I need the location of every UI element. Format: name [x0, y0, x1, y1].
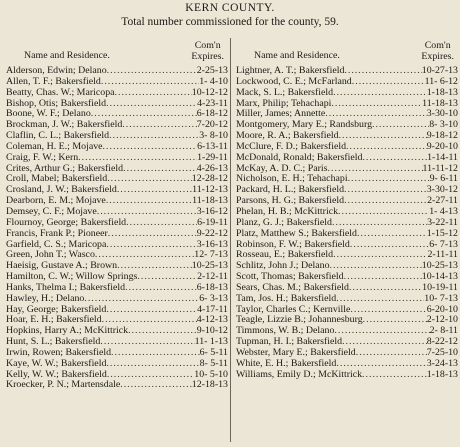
dot-leader — [103, 142, 198, 153]
entry-expiry: 4-17-11 — [197, 304, 228, 315]
list-item — [236, 142, 458, 153]
dot-leader — [325, 109, 426, 120]
entry-name: Nicholson, E. H.; Tehachapi — [236, 174, 348, 185]
entry-name: Marx, Philip; Tehachapi — [236, 98, 332, 109]
dot-leader — [117, 261, 192, 272]
entry-name: Robinson, F. W.; Bakersfield — [236, 239, 350, 250]
list-item — [236, 66, 458, 77]
left-column — [6, 41, 228, 391]
entry-name: Hopkins, Harry A.; McKittrick — [6, 326, 129, 337]
dot-leader — [107, 66, 197, 77]
entry-expiry: 9-10-12 — [196, 326, 228, 337]
dot-leader — [348, 174, 430, 185]
entry-expiry: 10-14-13 — [421, 272, 458, 283]
list-item — [236, 207, 458, 218]
entry-name: Coleman, H. E.; Mojave — [6, 141, 103, 152]
entry-expiry: 6-13-11 — [197, 141, 228, 152]
dot-leader — [372, 120, 429, 131]
list-item — [6, 207, 228, 218]
entry-name: Flournoy, George; Bakersfield — [6, 217, 127, 228]
dot-leader — [97, 207, 197, 218]
entry-name: Parsons, H. G.; Bakersfield — [236, 196, 345, 207]
entry-name: McDonald, Ronald; Bakersfield — [236, 152, 363, 163]
list-item — [6, 348, 228, 359]
entry-expiry: 11-18-13 — [192, 196, 228, 207]
list-item — [6, 272, 228, 283]
entry-name: Francis, Frank P.; Pioneer — [6, 228, 108, 239]
entry-name: Kaye, W. W.; Bakersfield — [6, 358, 107, 369]
entry-name: Timmons, W. B.; Delano — [236, 326, 335, 337]
entry-expiry: 4-12-13 — [196, 315, 228, 326]
name-header: Name and Residence. — [24, 50, 110, 61]
entry-expiry: 6- 7-13 — [429, 239, 458, 250]
list-item — [6, 99, 228, 110]
dot-leader — [352, 77, 425, 88]
entry-name: Montgomery, Mary E.; Randsburg — [236, 120, 373, 131]
entry-expiry: 3-22-11 — [427, 217, 458, 228]
dot-leader — [346, 142, 427, 153]
list-item — [236, 326, 458, 337]
dot-leader — [328, 164, 423, 175]
list-item — [236, 261, 458, 272]
entry-name: Brockman, J. W.; Bakersfield — [6, 120, 123, 131]
entry-expiry: 6-18-12 — [196, 109, 228, 120]
entry-expiry: 2-11-11 — [427, 250, 458, 261]
expires-label: Expires. — [421, 50, 454, 62]
dot-leader — [111, 348, 200, 359]
list-item — [6, 240, 228, 251]
entry-name: Dearborn, E. M.; Mojave — [6, 196, 106, 207]
entry-expiry: 10-12-12 — [191, 87, 228, 98]
dot-leader — [334, 326, 429, 337]
list-item — [6, 164, 228, 175]
entry-name: Kroecker, P. N.; Martensdale — [6, 380, 121, 391]
entry-expiry: 10-27-13 — [421, 66, 458, 76]
dot-leader — [356, 348, 427, 359]
entry-expiry: 3-30-10 — [426, 109, 458, 120]
entry-expiry: 8- 5-11 — [199, 358, 228, 369]
entry-name: Crites, Arthur G.; Bakersfield — [6, 163, 124, 174]
entry-name: Planz, G. J.; Bakersfield — [236, 217, 332, 228]
dot-leader — [84, 294, 199, 305]
entry-name: Packard, H. L.; Bakersfield — [236, 185, 345, 196]
entry-expiry: 8-22-12 — [426, 337, 458, 348]
entry-expiry: 6- 3-13 — [199, 293, 228, 304]
dot-leader — [126, 218, 197, 229]
entry-name: Hamilton, C. W.; Willow Springs — [6, 272, 138, 283]
entry-name: Tam, Jos. H.; Bakersfield — [236, 293, 337, 304]
entry-expiry: 11- 6-12 — [424, 76, 458, 87]
list-item — [236, 359, 458, 370]
list-item — [6, 142, 228, 153]
dot-leader — [349, 283, 422, 294]
list-item — [6, 250, 228, 261]
list-item — [236, 337, 458, 348]
entry-expiry: 11-12-13 — [192, 185, 228, 196]
dot-leader — [120, 380, 192, 391]
dot-leader — [336, 359, 426, 370]
entry-expiry: 3-16-12 — [196, 206, 228, 217]
com-label: Com'n — [194, 40, 221, 51]
entry-name: Green, John T.; Wasco — [6, 250, 95, 261]
dot-leader — [128, 326, 197, 337]
entry-expiry: 7-20-12 — [196, 120, 228, 131]
entry-name: Moore, R. A.; Bakersfield — [236, 131, 339, 142]
list-item — [6, 283, 228, 294]
dot-leader — [106, 359, 199, 370]
entry-expiry: 6- 5-11 — [199, 347, 228, 358]
dot-leader — [344, 66, 421, 77]
dot-leader — [333, 88, 427, 99]
list-item — [6, 294, 228, 305]
entry-name: Craig, F. W.; Kern — [6, 152, 79, 163]
entry-expiry: 1-29-11 — [197, 152, 228, 163]
entry-name: Allen, T. F.; Bakersfield — [6, 76, 101, 87]
expires-label: Expires. — [191, 50, 224, 62]
list-item — [6, 153, 228, 164]
entry-expiry: 11-18-13 — [422, 98, 458, 109]
entry-name: Sears, Chas. M.; Bakersfield — [236, 282, 349, 293]
entry-name: Kelly, W. W.; Bakersfield — [6, 369, 107, 380]
dot-leader — [339, 131, 427, 142]
dot-leader — [344, 185, 427, 196]
list-item — [236, 153, 458, 164]
entry-expiry: 6-18-13 — [196, 282, 228, 293]
dot-leader — [357, 229, 427, 240]
entry-expiry: 10-19-11 — [422, 282, 458, 293]
name-header: Name and Residence. — [254, 50, 340, 61]
page-title: KERN COUNTY. — [185, 2, 275, 14]
dot-leader — [108, 229, 197, 240]
list-item — [6, 66, 228, 77]
dot-leader — [350, 305, 426, 316]
dot-leader — [336, 294, 424, 305]
entry-name: Bishop, Otis; Bakersfield — [6, 98, 107, 109]
right-column-header — [236, 41, 458, 66]
entry-expiry: 6-20-10 — [426, 304, 458, 315]
entry-name: Hoar, E. H.; Bakersfield — [6, 315, 102, 326]
entry-expiry: 1- 4-10 — [199, 76, 228, 87]
entry-expiry: 1-15-12 — [426, 228, 458, 239]
list-item — [236, 283, 458, 294]
right-entry-list — [236, 66, 458, 380]
entry-expiry: 9-18-12 — [426, 131, 458, 142]
entry-name: Hay, George; Bakersfield — [6, 304, 107, 315]
list-item — [236, 240, 458, 251]
dot-leader — [78, 153, 197, 164]
dot-leader — [342, 337, 427, 348]
dot-leader — [122, 120, 196, 131]
entry-name: Mack, S. L.; Bakersfield — [236, 87, 334, 98]
dot-leader — [95, 250, 194, 261]
dot-leader — [344, 196, 427, 207]
entry-name: Claflin, C. L.; Bakersfield — [6, 131, 110, 142]
entry-expiry: 4-26-13 — [196, 163, 228, 174]
dot-leader — [107, 370, 194, 381]
list-item — [236, 315, 458, 326]
dot-leader — [107, 174, 192, 185]
list-item — [6, 120, 228, 131]
entry-name: Webster, Mary E.; Bakersfield — [236, 347, 356, 358]
list-item — [236, 348, 458, 359]
entry-name: Lockwood, C. E.; McFarland — [236, 76, 352, 87]
entry-name: Hanks, Thelma I.; Bakersfield — [6, 282, 126, 293]
list-item — [6, 218, 228, 229]
list-item — [236, 99, 458, 110]
entry-expiry: 8- 3-10 — [429, 120, 458, 131]
entry-expiry: 3- 8-10 — [199, 131, 228, 142]
list-item — [236, 250, 458, 261]
list-item — [6, 88, 228, 99]
dot-leader — [100, 337, 194, 348]
column-divider — [230, 38, 231, 442]
list-item — [6, 229, 228, 240]
list-item — [236, 131, 458, 142]
entry-expiry: 4-23-11 — [197, 98, 228, 109]
entry-name: White, E. H.; Bakersfield — [236, 358, 337, 369]
list-item — [236, 370, 458, 381]
dot-leader — [101, 77, 199, 88]
dot-leader — [344, 272, 422, 283]
dot-leader — [106, 99, 197, 110]
list-item — [6, 196, 228, 207]
dot-leader — [91, 109, 197, 120]
expires-header — [421, 41, 454, 62]
list-item — [6, 380, 228, 391]
dot-leader — [363, 315, 427, 326]
entry-name: Demsey, C. F.; Mojave — [6, 206, 97, 217]
entry-name: Beatty, Chas. W.; Maricopa — [6, 87, 115, 98]
entry-name: Miller, James; Annette — [236, 109, 326, 120]
entry-expiry: 3-16-13 — [196, 239, 228, 250]
entry-name: Boone, W. F.; Delano — [6, 109, 91, 120]
entry-name: Williams, Emily D.; McKittrick — [236, 369, 363, 380]
entry-name: Haeisig, Gustave A.; Brown — [6, 261, 118, 272]
entry-name: Schlitz, John J.; Delano — [236, 261, 330, 272]
list-item — [236, 229, 458, 240]
dot-leader — [117, 185, 192, 196]
list-item — [236, 109, 458, 120]
dot-leader — [362, 153, 427, 164]
entry-name: Scott, Thomas; Bakersfield — [236, 272, 344, 283]
list-item — [6, 370, 228, 381]
list-item — [236, 196, 458, 207]
entry-name: McKay, A. D. C.; Paris — [236, 163, 328, 174]
list-item — [6, 261, 228, 272]
dot-leader — [362, 370, 427, 381]
dot-leader — [338, 207, 429, 218]
entry-name: Garfield, C. S.; Maricopa — [6, 239, 107, 250]
entry-expiry: 9-22-12 — [196, 228, 228, 239]
entry-expiry: 12-18-13 — [191, 380, 228, 391]
list-item — [6, 315, 228, 326]
entry-name: Phelan, H. B.; McKittrick — [236, 206, 339, 217]
dot-leader — [106, 240, 196, 251]
list-item — [6, 77, 228, 88]
entry-name: Platz, Matthew S.; Bakersfield — [236, 228, 357, 239]
entry-name: Irwin, Rowen; Bakersfield — [6, 347, 112, 358]
dot-leader — [102, 315, 197, 326]
list-item — [236, 218, 458, 229]
entry-expiry: 2-25-13 — [196, 66, 228, 76]
dot-leader — [125, 283, 197, 294]
list-item — [6, 131, 228, 142]
entry-expiry: 2- 8-11 — [429, 326, 458, 337]
entry-name: Croll, Mabel; Bakersfield — [6, 174, 108, 185]
list-item — [6, 359, 228, 370]
list-item — [6, 326, 228, 337]
entry-expiry: 10-25-13 — [421, 261, 458, 272]
dot-leader — [109, 131, 199, 142]
dot-leader — [331, 99, 422, 110]
entry-name: Lightner, A. T.; Bakersfield — [236, 66, 345, 76]
list-item — [236, 294, 458, 305]
entry-name: Rosseau, E.; Bakersfield — [236, 250, 334, 261]
dot-leader — [137, 272, 197, 283]
dot-leader — [106, 196, 192, 207]
entry-name: Taylor, Charles C.; Kernville — [236, 304, 351, 315]
entry-name: Alderson, Edwin; Delano — [6, 66, 107, 76]
entry-name: Crosland, J. W.; Bakersfield — [6, 185, 117, 196]
entry-name: Hunt, S. L.; Bakersfield — [6, 337, 101, 348]
dot-leader — [332, 218, 427, 229]
list-item — [236, 164, 458, 175]
list-item — [236, 120, 458, 131]
entry-expiry: 11-11-12 — [422, 163, 458, 174]
entry-expiry: 2-27-11 — [427, 196, 458, 207]
entry-expiry: 10- 7-13 — [424, 293, 458, 304]
entry-name: Tupman, H. I.; Bakersfield — [236, 337, 343, 348]
entry-expiry: 12-28-12 — [191, 174, 228, 185]
list-item — [6, 185, 228, 196]
entry-name: McClure, F. D.; Bakersfield — [236, 141, 347, 152]
list-item — [236, 77, 458, 88]
dot-leader — [115, 88, 192, 99]
entry-expiry: 9-20-10 — [426, 141, 458, 152]
list-item — [236, 272, 458, 283]
list-item — [236, 174, 458, 185]
entry-expiry: 7-25-10 — [426, 347, 458, 358]
entry-name: Hawley, H.; Delano — [6, 293, 85, 304]
entry-expiry: 1- 4-13 — [429, 206, 458, 217]
list-item — [6, 174, 228, 185]
dot-leader — [330, 261, 422, 272]
left-entry-list — [6, 66, 228, 391]
entry-expiry: 2-12-11 — [197, 272, 228, 283]
entry-name: Teagle, Lizzie B.; Johannesburg — [236, 315, 363, 326]
entry-expiry: 3-30-12 — [426, 185, 458, 196]
entry-expiry: 3-24-13 — [426, 358, 458, 369]
dot-leader — [123, 164, 197, 175]
entry-expiry: 9- 6-11 — [429, 174, 458, 185]
list-item — [6, 109, 228, 120]
list-item — [236, 305, 458, 316]
entry-expiry: 11- 1-13 — [194, 337, 228, 348]
entry-expiry: 10-25-13 — [191, 261, 228, 272]
dot-leader — [333, 250, 427, 261]
entry-expiry: 12- 7-13 — [194, 250, 228, 261]
entry-expiry: 2-12-10 — [426, 315, 458, 326]
entry-expiry: 1-18-13 — [426, 369, 458, 380]
entry-expiry: 6-19-11 — [197, 217, 228, 228]
entry-expiry: 1-18-13 — [426, 87, 458, 98]
dot-leader — [106, 305, 197, 316]
left-column-header — [6, 41, 228, 66]
page-subtitle: Total number commissioned for the county, 59. — [121, 16, 339, 28]
entry-expiry: 10- 5-10 — [194, 369, 228, 380]
dot-leader — [350, 240, 429, 251]
list-item — [6, 305, 228, 316]
list-item — [6, 337, 228, 348]
list-item — [236, 88, 458, 99]
right-column — [236, 41, 458, 380]
entry-expiry: 1-14-11 — [427, 152, 458, 163]
expires-header — [191, 41, 224, 62]
list-item — [236, 185, 458, 196]
com-label: Com'n — [424, 40, 451, 51]
